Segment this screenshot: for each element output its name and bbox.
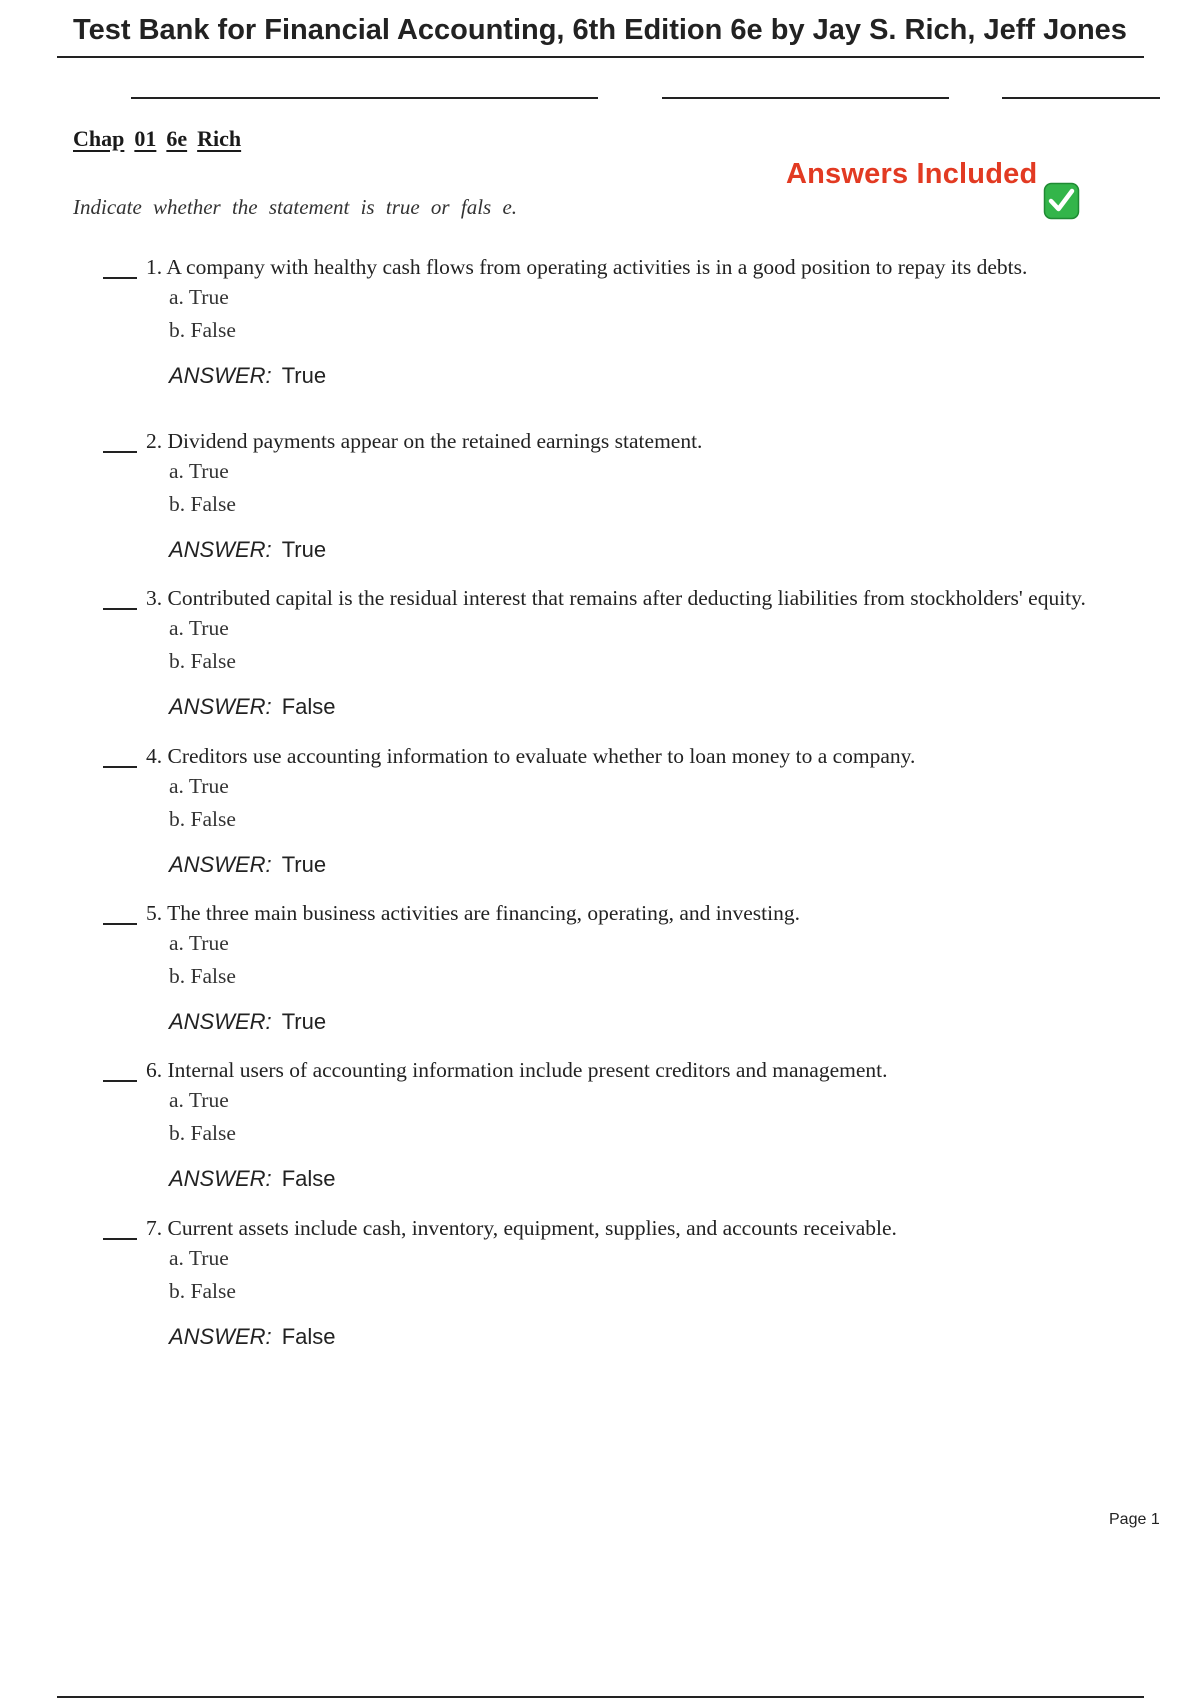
date-blank-line [1002, 97, 1160, 99]
check-mark-button-icon [1043, 182, 1080, 220]
answer-blank [103, 608, 137, 610]
answer-blank [103, 766, 137, 768]
question-text: 5. The three main business activities are financing, operating, and investing. [146, 901, 800, 925]
chapter-number: 01 [134, 126, 157, 151]
option-a: a. True [169, 774, 229, 798]
answer-label: ANSWER: [169, 852, 272, 877]
footer-rule [57, 1696, 1144, 1698]
option-b: b. False [169, 649, 236, 673]
option-a: a. True [169, 459, 229, 483]
header-rule [57, 56, 1144, 58]
question-text: 2. Dividend payments appear on the retained earnings statement. [146, 429, 703, 453]
answer-label: ANSWER: [169, 694, 272, 719]
answer-line [169, 1324, 335, 1350]
answer-value: True [281, 363, 327, 388]
answer-line [169, 694, 335, 720]
answer-blank [103, 1080, 137, 1082]
answer-label: ANSWER: [169, 1009, 272, 1034]
option-b: b. False [169, 492, 236, 516]
answer-value: True [281, 852, 327, 877]
option-b: b. False [169, 1279, 236, 1303]
answer-label: ANSWER: [169, 1166, 272, 1191]
question-text: 3. Contributed capital is the residual interest that remains after deducting liabilities from stockholders' equity. [146, 586, 1086, 610]
chapter-heading [73, 126, 241, 152]
document-title: Test Bank for Financial Accounting, 6th Edition 6e by Jay S. Rich, Jeff Jones [73, 14, 1127, 46]
answer-line [169, 363, 326, 389]
answer-label: ANSWER: [169, 537, 272, 562]
answer-value: True [281, 1009, 327, 1034]
answer-line [169, 1009, 326, 1035]
option-b: b. False [169, 1121, 236, 1145]
answer-line [169, 1166, 335, 1192]
option-a: a. True [169, 616, 229, 640]
question-text: 4. Creditors use accounting information to evaluate whether to loan money to a company. [146, 744, 916, 768]
answer-blank [103, 451, 137, 453]
option-a: a. True [169, 1246, 229, 1270]
chapter-word: Chap [73, 126, 125, 151]
class-blank-line [662, 97, 949, 99]
question-text: 6. Internal users of accounting information include present creditors and management. [146, 1058, 888, 1082]
answer-blank [103, 277, 137, 279]
question-text: 1. A company with healthy cash flows from operating activities is in a good position to repay its debts. [146, 255, 1028, 279]
answer-value: True [281, 537, 327, 562]
answer-value: False [281, 1166, 336, 1191]
option-b: b. False [169, 318, 236, 342]
answer-line [169, 852, 326, 878]
answer-value: False [281, 694, 336, 719]
instructions-text: Indicate whether the statement is true or fals e. [73, 195, 518, 219]
answer-label: ANSWER: [169, 1324, 272, 1349]
chapter-author: Rich [197, 126, 242, 151]
answer-blank [103, 1238, 137, 1240]
option-b: b. False [169, 964, 236, 988]
answers-included-badge: Answers Included [786, 158, 1038, 190]
page-number: Page 1 [1109, 1511, 1160, 1528]
option-a: a. True [169, 285, 229, 309]
option-b: b. False [169, 807, 236, 831]
name-blank-line [131, 97, 598, 99]
answer-label: ANSWER: [169, 363, 272, 388]
option-a: a. True [169, 1088, 229, 1112]
answer-blank [103, 923, 137, 925]
chapter-edition: 6e [166, 126, 188, 151]
answer-line [169, 537, 326, 563]
question-text: 7. Current assets include cash, inventory, equipment, supplies, and accounts receivable. [146, 1216, 897, 1240]
answer-value: False [281, 1324, 336, 1349]
option-a: a. True [169, 931, 229, 955]
